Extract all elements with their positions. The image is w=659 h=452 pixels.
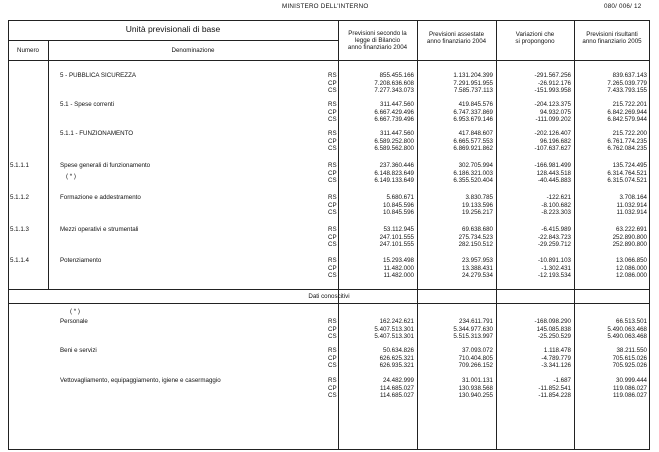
- value-cell: 130.940.255: [458, 392, 493, 400]
- value-cell: 12.086.000: [616, 272, 647, 280]
- value-cell: 6.667.429.496: [374, 108, 414, 116]
- value-cell: -202.126.407: [534, 130, 571, 137]
- row-code: CP: [328, 79, 337, 87]
- value-cell: 94.932.075: [540, 108, 571, 116]
- row-code: RS: [328, 226, 337, 233]
- value-cell: -166.981.499: [534, 162, 571, 169]
- value-cell: 705.615.026: [612, 354, 647, 362]
- value-cell: -8.100.682: [541, 201, 571, 209]
- value-cell: -291.567.256: [534, 72, 571, 79]
- value-cell: -10.891.103: [537, 257, 571, 264]
- value-cell: -8.223.303: [541, 209, 571, 217]
- value-cell: 5.490.063.468: [607, 325, 647, 333]
- dati-bottom-line: [8, 303, 650, 304]
- value-cell: 5.490.063.468: [607, 333, 647, 341]
- dati-star-note: ( * ): [70, 308, 80, 315]
- value-cell: -11.852.541: [538, 384, 571, 392]
- row-name: Vettovagliamento, equipaggiamento, igiene e casermaggio: [60, 377, 221, 384]
- value-cell: -111.099.202: [535, 116, 571, 124]
- value-cell: -6.415.989: [541, 226, 571, 233]
- row-name: Personale: [60, 318, 88, 325]
- value-cell: 275.734.523: [458, 233, 493, 241]
- value-cell: -168.098.290: [534, 318, 571, 325]
- value-cell: 30.999.444: [616, 377, 647, 384]
- value-cell: 839.637.143: [612, 72, 647, 79]
- row-name: 5.1 - Spese correnti: [60, 101, 114, 108]
- value-cell: 626.625.321: [379, 354, 414, 362]
- value-cell: -25.250.529: [537, 333, 571, 341]
- value-cell: 15.293.498: [383, 257, 414, 264]
- value-cell: 162.242.621: [379, 318, 414, 325]
- col4-header-line2: anno finanziario 2005: [582, 38, 642, 45]
- value-cell: 11.482.000: [383, 264, 414, 272]
- row-code: RS: [328, 318, 337, 325]
- value-cell: -204.123.375: [534, 101, 571, 108]
- row-name: Spese generali di funzionamento: [60, 162, 151, 169]
- value-cell: 247.101.555: [379, 241, 414, 249]
- value-cell: 7.277.343.073: [374, 87, 414, 95]
- value-cell: 53.112.945: [383, 226, 414, 233]
- value-cell: 709.266.152: [458, 362, 493, 370]
- value-cell: -29.259.712: [537, 241, 571, 249]
- row-code: CS: [328, 392, 337, 400]
- value-cell: 5.407.513.301: [374, 333, 414, 341]
- col2-header-line2: anno finanziario 2004: [426, 38, 487, 45]
- value-cell: 855.455.166: [379, 72, 414, 79]
- value-cell: 6.589.252.800: [374, 137, 414, 145]
- row-code: CS: [328, 87, 337, 95]
- value-cell: 12.086.000: [616, 264, 647, 272]
- row-code: CS: [328, 272, 337, 280]
- value-cell: 13.066.850: [616, 257, 647, 264]
- value-cell: 128.443.518: [536, 169, 571, 177]
- value-cell: 145.085.838: [536, 325, 571, 333]
- row-name: ( * ): [66, 173, 76, 181]
- value-cell: 5.515.313.997: [453, 333, 493, 341]
- value-cell: 50.634.826: [383, 347, 414, 354]
- value-cell: 6.953.679.146: [453, 116, 493, 124]
- row-name: Mezzi operativi e strumentali: [60, 226, 139, 233]
- value-cell: 11.482.000: [383, 272, 414, 280]
- row-code: CS: [328, 145, 337, 153]
- row-name: Beni e servizi: [60, 347, 97, 354]
- value-cell: 6.842.269.944: [607, 108, 647, 116]
- value-cell: -1.687: [553, 377, 571, 384]
- value-cell: 5.344.977.630: [453, 325, 493, 333]
- row-code: CP: [328, 169, 337, 177]
- value-cell: 6.589.562.800: [374, 145, 414, 153]
- col3-header-line1: Variazioni che: [515, 31, 555, 38]
- value-cell: 311.447.560: [380, 130, 414, 137]
- col4-header-line1: Previsioni risultanti: [586, 31, 638, 38]
- value-cell: 252.890.800: [612, 241, 647, 249]
- value-cell: -1.302.431: [541, 264, 571, 272]
- col1-header-line2: legge di Bilancio: [354, 37, 401, 44]
- value-cell: 6.149.133.649: [374, 177, 414, 185]
- dati-top-line: [8, 289, 650, 290]
- row-code: RS: [328, 162, 337, 169]
- value-cell: 10.845.596: [383, 201, 414, 209]
- value-cell: 6.747.337.869: [453, 108, 493, 116]
- value-cell: 7.265.039.779: [607, 79, 647, 87]
- row-code: CP: [328, 233, 337, 241]
- value-cell: 6.315.074.521: [607, 177, 647, 185]
- row-number: 5.1.1.2: [10, 194, 29, 201]
- row-code: CS: [328, 116, 337, 124]
- value-cell: 417.848.607: [458, 130, 493, 137]
- value-cell: 114.685.027: [380, 384, 414, 392]
- value-cell: 69.638.680: [462, 226, 493, 233]
- row-code: RS: [328, 257, 337, 264]
- row-code: CP: [328, 137, 337, 145]
- row-code: RS: [328, 377, 337, 384]
- row-code: CP: [328, 384, 337, 392]
- row-code: CS: [328, 241, 337, 249]
- value-cell: 23.957.953: [462, 257, 493, 264]
- unit-title: Unità previsionali di base: [125, 24, 221, 34]
- header-bottom-line: [8, 60, 650, 61]
- row-code: CP: [328, 264, 337, 272]
- row-code: CS: [328, 177, 337, 185]
- value-cell: 1.118.478: [543, 347, 571, 354]
- row-code: RS: [328, 130, 337, 137]
- value-cell: 7.208.636.608: [374, 79, 414, 87]
- value-cell: -26.912.176: [537, 79, 571, 87]
- row-number: 5.1.1.1: [10, 162, 29, 169]
- value-cell: 66.513.501: [616, 318, 647, 325]
- value-cell: 302.705.994: [458, 162, 493, 169]
- value-cell: 119.086.027: [613, 384, 647, 392]
- value-cell: 626.935.321: [379, 362, 414, 370]
- col-sep-numero: [48, 40, 49, 289]
- value-cell: 7.585.737.113: [453, 87, 493, 95]
- value-cell: 1.131.204.399: [453, 72, 493, 79]
- value-cell: 247.101.555: [379, 233, 414, 241]
- value-cell: 7.433.793.155: [607, 87, 647, 95]
- value-cell: 710.404.805: [458, 354, 493, 362]
- value-cell: 38.211.550: [616, 347, 647, 354]
- row-code: RS: [328, 194, 337, 201]
- value-cell: 6.761.774.235: [607, 137, 647, 145]
- value-cell: 3.830.785: [465, 194, 493, 201]
- dati-conoscitivi-title: Dati conoscitivi: [308, 293, 350, 300]
- row-name: Potenziamento: [60, 257, 102, 264]
- value-cell: 119.086.027: [613, 392, 647, 400]
- col3-header-line2: si propongono: [515, 38, 555, 45]
- value-cell: 130.938.568: [458, 384, 493, 392]
- value-cell: -4.789.779: [541, 354, 571, 362]
- value-cell: 215.722.200: [612, 130, 647, 137]
- col1-header-line1: Previsioni secondo la: [348, 30, 407, 37]
- value-cell: 3.708.164: [619, 194, 647, 201]
- value-cell: 6.842.579.944: [607, 116, 647, 124]
- value-cell: 37.093.072: [462, 347, 493, 354]
- row-code: CS: [328, 333, 337, 341]
- value-cell: 5.407.513.301: [374, 325, 414, 333]
- value-cell: 6.762.084.235: [607, 145, 647, 153]
- value-cell: 10.845.596: [383, 209, 414, 217]
- value-cell: 11.032.914: [616, 201, 647, 209]
- row-code: RS: [328, 101, 337, 108]
- value-cell: 252.890.800: [612, 233, 647, 241]
- row-number: 5.1.1.4: [10, 257, 29, 264]
- row-code: RS: [328, 72, 337, 79]
- col-numero-header: Numero: [16, 47, 39, 54]
- row-name: 5.1.1 - FUNZIONAMENTO: [60, 130, 134, 137]
- header-divider: [8, 40, 338, 41]
- value-cell: 5.680.671: [386, 194, 414, 201]
- value-cell: 6.355.520.404: [453, 177, 493, 185]
- value-cell: 6.314.764.521: [607, 169, 647, 177]
- row-code: CP: [328, 108, 337, 116]
- value-cell: 215.722.201: [612, 101, 647, 108]
- value-cell: -122.621: [546, 194, 571, 201]
- col1-header-line3: anno finanziario 2004: [347, 44, 408, 51]
- value-cell: 237.360.446: [379, 162, 414, 169]
- value-cell: 6.186.321.003: [453, 169, 493, 177]
- value-cell: -151.993.958: [534, 87, 571, 95]
- document-code: 080/ 006/ 12: [604, 3, 642, 10]
- row-name: 5 - PUBBLICA SICUREZZA: [60, 72, 136, 79]
- value-cell: -40.445.883: [537, 177, 571, 185]
- row-name: Formazione e addestramento: [60, 194, 141, 201]
- value-cell: 419.845.576: [458, 101, 493, 108]
- value-cell: 19.256.217: [462, 209, 493, 217]
- row-code: CP: [328, 201, 337, 209]
- row-code: CP: [328, 354, 337, 362]
- value-cell: -11.854.228: [538, 392, 571, 400]
- value-cell: 234.611.791: [459, 318, 493, 325]
- row-code: CP: [328, 325, 337, 333]
- row-number: 5.1.1.3: [10, 226, 29, 233]
- value-cell: 11.032.914: [616, 209, 647, 217]
- value-cell: 31.001.131: [462, 377, 493, 384]
- value-cell: -107.637.627: [534, 145, 571, 153]
- value-cell: 6.148.823.649: [374, 169, 414, 177]
- value-cell: 6.665.577.553: [453, 137, 493, 145]
- ministry-title: MINISTERO DELL'INTERNO: [282, 3, 369, 10]
- value-cell: 6.869.921.862: [453, 145, 493, 153]
- value-cell: 114.685.027: [380, 392, 414, 400]
- value-cell: -12.193.534: [537, 272, 571, 280]
- value-cell: 6.667.739.496: [374, 116, 414, 124]
- value-cell: 63.222.691: [616, 226, 647, 233]
- value-cell: 282.150.512: [458, 241, 493, 249]
- row-code: RS: [328, 347, 337, 354]
- value-cell: 24.482.999: [383, 377, 414, 384]
- value-cell: 7.291.951.955: [453, 79, 493, 87]
- value-cell: 13.388.431: [462, 264, 493, 272]
- row-code: CS: [328, 209, 337, 217]
- value-cell: 24.279.534: [462, 272, 493, 280]
- col2-header-line1: Previsioni assestate: [428, 31, 485, 38]
- value-cell: -3.341.126: [541, 362, 571, 370]
- value-cell: -22.843.723: [537, 233, 571, 241]
- value-cell: 311.447.560: [380, 101, 414, 108]
- value-cell: 705.925.026: [612, 362, 647, 370]
- value-cell: 19.133.596: [462, 201, 493, 209]
- value-cell: 135.724.495: [612, 162, 647, 169]
- value-cell: 96.196.682: [540, 137, 571, 145]
- col-denominazione-header: Denominazione: [171, 47, 215, 54]
- row-code: CS: [328, 362, 337, 370]
